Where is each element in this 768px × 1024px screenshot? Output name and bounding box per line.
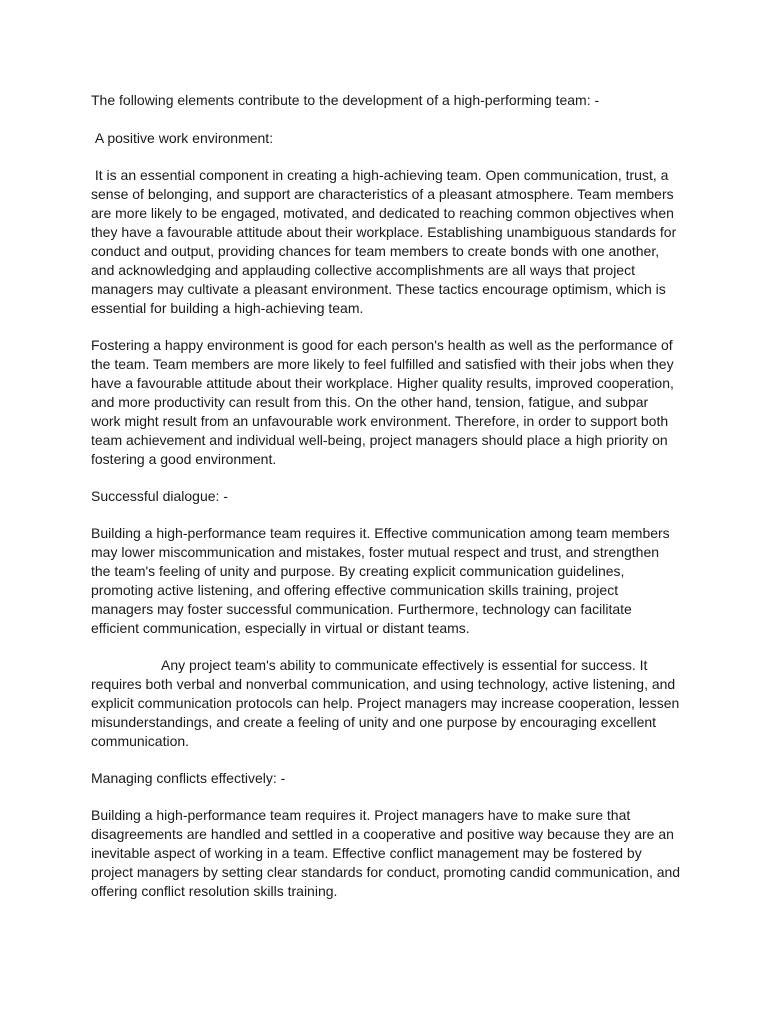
intro-paragraph: The following elements contribute to the development of a high-performing team: - bbox=[91, 92, 600, 108]
section-heading-successful-dialogue: Successful dialogue: - bbox=[91, 488, 228, 504]
paragraph-managing-conflicts-1: Building a high-performance team requires it. Project managers have to make sure that disagreements are handled and settled in a cooperative and positive way because they are an inevitable aspect of working in a team. Effective conflict management may be fostered by project managers by setting clear standards for conduct, promoting candid communication, and offering conflict resolution skills training. bbox=[91, 807, 684, 899]
paragraph-positive-environment-1: It is an essential component in creating a high-achieving team. Open communication, trust, a sense of belonging, and support are characteristics of a pleasant atmosphere. Team members are more likely to be engaged, motivated, and dedicated to reaching common objectives when they have a favourable attitude about their workplace. Establishing unambiguous standards for conduct and output, providing chances for team members to create bonds with one another, and acknowledging and applauding collective accomplishments are all ways that project managers may cultivate a pleasant environment. These tactics encourage optimism, which is essential for building a high-achieving team. bbox=[91, 167, 681, 316]
paragraph-positive-environment-2: Fostering a happy environment is good for each person's health as well as the performance of the team. Team members are more likely to feel fulfilled and satisfied with their jobs when they have a favourable attitude about their workplace. Higher quality results, improved cooperation, and more productivity can result from this. On the other hand, tension, fatigue, and subpar work might result from an unfavourable work environment. Therefore, in order to support both team achievement and individual well-being, project managers should place a high priority on fostering a good environment. bbox=[91, 337, 678, 467]
paragraph-successful-dialogue-1: Building a high-performance team requires it. Effective communication among team members may lower miscommunication and mistakes, foster mutual respect and trust, and strengthen the team's feeling of unity and purpose. By creating explicit communication guidelines, promoting active listening, and offering effective communication skills training, project managers may foster successful communication. Furthermore, technology can facilitate efficient communication, especially in virtual or distant teams. bbox=[91, 525, 674, 636]
section-heading-positive-environment: A positive work environment: bbox=[91, 130, 274, 146]
section-heading-managing-conflicts: Managing conflicts effectively: - bbox=[91, 770, 286, 786]
paragraph-successful-dialogue-2: Any project team's ability to communicate effectively is essential for success. It requires both verbal and nonverbal communication, and using technology, active listening, and explicit communication protocols can help. Project managers may increase cooperation, lessen misunderstandings, and create a feeling of unity and one purpose by encouraging excellent communication. bbox=[91, 657, 684, 749]
